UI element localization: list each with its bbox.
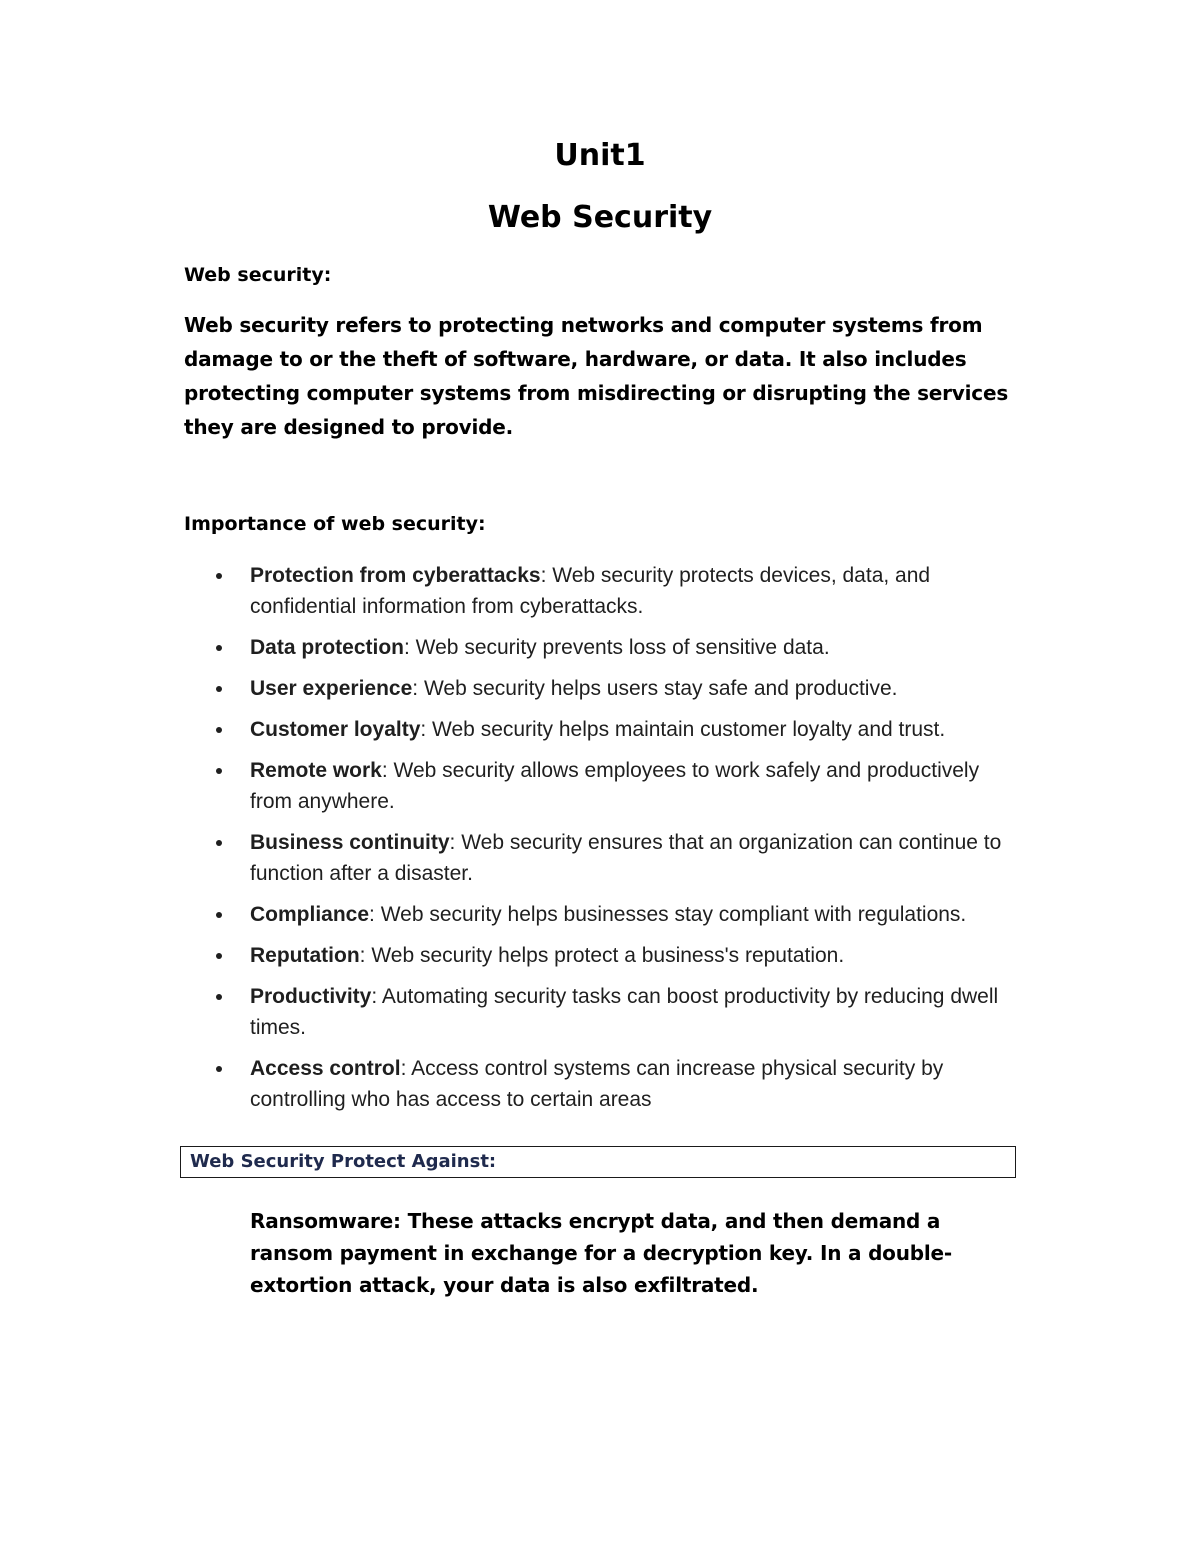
unit-title: Unit1: [554, 138, 646, 173]
item-term: User experience: [250, 677, 413, 700]
item-text: : Web security helps users stay safe and productive.: [412, 677, 898, 700]
page-title: Web Security: [487, 200, 713, 235]
list-item: [212, 560, 1012, 622]
importance-heading: Importance of web security:: [184, 513, 486, 535]
bullet-icon: [216, 953, 222, 959]
bullet-icon: [216, 912, 222, 918]
bullet-icon: [216, 768, 222, 774]
bullet-icon: [216, 1066, 222, 1072]
item-text: : Web security helps protect a business's reputation.: [359, 944, 845, 967]
list-item: [212, 981, 1012, 1043]
item-text: : Web security allows employees to work safely and productively from anywhere.: [250, 759, 980, 813]
definition-paragraph: Web security refers to protecting networks and computer systems from damage to or the theft of software, hardware, or data. It also includes protecting computer systems from misdirecting or disrupting the services they are designed to provide.: [184, 313, 1009, 439]
definition-heading: Web security:: [184, 264, 332, 286]
bullet-icon: [216, 994, 222, 1000]
item-term: Compliance: [250, 903, 370, 926]
bullet-icon: [216, 645, 222, 651]
list-item: [212, 827, 1012, 889]
item-term: Reputation: [250, 944, 360, 967]
importance-list: [212, 560, 1012, 1125]
bullet-icon: [216, 727, 222, 733]
item-term: Access control: [250, 1057, 401, 1080]
list-item: [212, 899, 1012, 930]
item-text: : Web security helps businesses stay compliant with regulations.: [369, 903, 967, 926]
item-term: Remote work: [250, 759, 382, 782]
item-term: Protection from cyberattacks: [250, 564, 541, 587]
list-item: [212, 755, 1012, 817]
ransomware-paragraph: Ransomware: These attacks encrypt data, and then demand a ransom payment in exchange for a decryption key. In a double-extortion attack, your data is also exfiltrated.: [250, 1209, 952, 1297]
item-text: : Web security helps maintain customer loyalty and trust.: [420, 718, 946, 741]
bullet-icon: [216, 686, 222, 692]
item-text: : Web security protects devices, data, and confidential information from cyberattacks.: [250, 564, 931, 618]
item-term: Productivity: [250, 985, 372, 1008]
item-text: : Automating security tasks can boost productivity by reducing dwell times.: [250, 985, 999, 1039]
list-item: [212, 673, 1012, 704]
list-item: [212, 1053, 1012, 1115]
item-term: Data protection: [250, 636, 405, 659]
list-item: [212, 940, 1012, 971]
protect-heading: Web Security Protect Against:: [190, 1151, 497, 1172]
item-term: Business continuity: [250, 831, 450, 854]
item-text: : Web security prevents loss of sensitive data.: [404, 636, 830, 659]
list-item: [212, 714, 1012, 745]
item-term: Customer loyalty: [250, 718, 421, 741]
protect-against-box: [180, 1146, 1016, 1178]
bullet-icon: [216, 840, 222, 846]
bullet-icon: [216, 573, 222, 579]
item-text: : Access control systems can increase physical security by controlling who has access to certain areas: [250, 1057, 944, 1111]
list-item: [212, 632, 1012, 663]
item-text: : Web security ensures that an organization can continue to function after a disaster.: [250, 831, 1002, 885]
